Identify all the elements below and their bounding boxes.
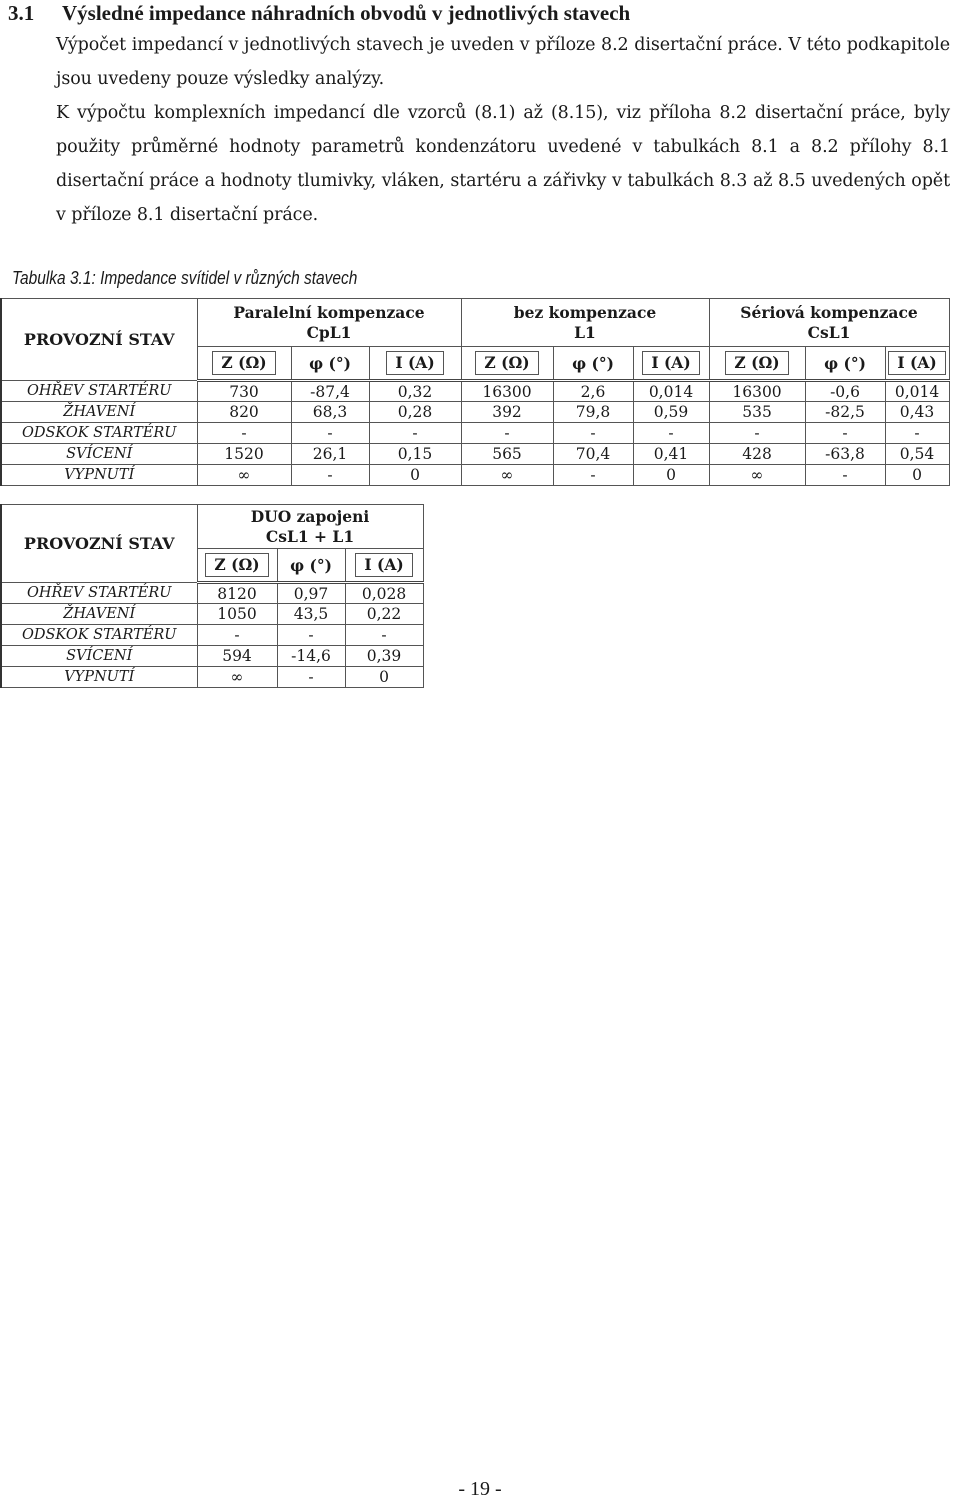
group-header-serial (709, 299, 949, 347)
cell: 0,97 (277, 583, 345, 604)
cell: 0 (369, 465, 461, 486)
cell: 730 (197, 381, 291, 402)
cell: 0,32 (369, 381, 461, 402)
cell: 2,6 (553, 381, 633, 402)
row-label: VYPNUTÍ (1, 465, 197, 486)
cell: 16300 (461, 381, 553, 402)
row-label: SVÍCENÍ (1, 646, 197, 667)
cell: 0 (885, 465, 949, 486)
group-subtitle: CpL1 (306, 322, 352, 342)
group-header-parallel (197, 299, 461, 347)
cell: 0,54 (885, 444, 949, 465)
cell: - (345, 625, 423, 646)
cell: - (709, 423, 805, 444)
state-header: PROVOZNÍ STAV (1, 299, 197, 381)
group-title: bez kompenzace (513, 302, 657, 322)
column-header: Z (Ω) (461, 347, 553, 381)
column-header: I (A) (885, 347, 949, 381)
row-label: OHŘEV STARTÉRU (1, 381, 197, 402)
group-title: Paralelní kompenzace (233, 302, 425, 322)
cell: - (805, 423, 885, 444)
cell: 1050 (197, 604, 277, 625)
cell: 0,014 (885, 381, 949, 402)
cell: - (885, 423, 949, 444)
cell: ∞ (197, 667, 277, 688)
cell: 535 (709, 402, 805, 423)
paragraph-1: Výpočet impedancí v jednotlivých stavech je uveden v příloze 8.2 disertační práce. V této podkapitole jsou uvedeny pouze výsledky analýzy. (56, 35, 950, 89)
cell: 594 (197, 646, 277, 667)
cell: - (291, 423, 369, 444)
cell: 68,3 (291, 402, 369, 423)
column-header: φ (°) (553, 347, 633, 381)
cell: 0,41 (633, 444, 709, 465)
cell: 565 (461, 444, 553, 465)
cell: 0,39 (345, 646, 423, 667)
column-header: I (A) (345, 549, 423, 583)
cell: 820 (197, 402, 291, 423)
cell: 70,4 (553, 444, 633, 465)
cell: -82,5 (805, 402, 885, 423)
cell: - (277, 667, 345, 688)
column-header: Z (Ω) (709, 347, 805, 381)
cell: 0 (345, 667, 423, 688)
intro-paragraph (12, 28, 950, 96)
cell: - (197, 423, 291, 444)
cell: - (633, 423, 709, 444)
group-title: Sériová kompenzace (740, 302, 918, 322)
cell: - (553, 423, 633, 444)
table-row (1, 646, 423, 667)
cell: -14,6 (277, 646, 345, 667)
group-subtitle: L1 (574, 322, 596, 342)
column-header: φ (°) (291, 347, 369, 381)
column-header: φ (°) (805, 347, 885, 381)
table-row (1, 667, 423, 688)
cell: 428 (709, 444, 805, 465)
cell: -63,8 (805, 444, 885, 465)
column-header: I (A) (633, 347, 709, 381)
table-row (1, 444, 949, 465)
row-label: OHŘEV STARTÉRU (1, 583, 197, 604)
state-header: PROVOZNÍ STAV (1, 505, 197, 583)
cell: - (369, 423, 461, 444)
column-header: I (A) (369, 347, 461, 381)
column-header: φ (°) (277, 549, 345, 583)
row-label: VYPNUTÍ (1, 667, 197, 688)
group-subtitle: CsL1 + L1 (265, 526, 355, 546)
table-row (1, 465, 949, 486)
group-header-none (461, 299, 709, 347)
cell: -87,4 (291, 381, 369, 402)
cell: 0,28 (369, 402, 461, 423)
cell: 0,014 (633, 381, 709, 402)
cell: - (553, 465, 633, 486)
row-label: SVÍCENÍ (1, 444, 197, 465)
table-caption: Tabulka 3.1: Impedance svítidel v různých stavech (12, 268, 358, 288)
table-row (1, 381, 949, 402)
page-number: - 19 - (458, 1478, 502, 1500)
table-row (1, 423, 949, 444)
table-row (1, 583, 423, 604)
column-header: Z (Ω) (197, 347, 291, 381)
cell: 0 (633, 465, 709, 486)
cell: - (461, 423, 553, 444)
paragraph-2: K výpočtu komplexních impedancí dle vzorců (8.1) až (8.15), viz příloha 8.2 disertační práce, byly použity průměrné hodnoty parametrů kondenzátoru uvedené v tabulkách 8.1 a 8.2 přílohy 8.1 disertační práce a hodnoty tlumivky, vláken, startéru a zářivky v tabulkách 8.3 až 8.5 uvedených opět v příloze 8.1 disertační práce. (56, 103, 950, 225)
cell: 0,15 (369, 444, 461, 465)
cell: 0,59 (633, 402, 709, 423)
impedance-table-duo (0, 504, 424, 688)
cell: 392 (461, 402, 553, 423)
table-row (1, 604, 423, 625)
group-header-duo (197, 505, 423, 549)
cell: 8120 (197, 583, 277, 604)
cell: 16300 (709, 381, 805, 402)
row-label: ODSKOK STARTÉRU (1, 423, 197, 444)
cell: - (291, 465, 369, 486)
cell: - (277, 625, 345, 646)
cell: 79,8 (553, 402, 633, 423)
cell: ∞ (197, 465, 291, 486)
row-label: ŽHAVENÍ (1, 604, 197, 625)
column-header: Z (Ω) (197, 549, 277, 583)
method-paragraph (12, 96, 950, 232)
cell: - (197, 625, 277, 646)
section-heading (8, 0, 630, 26)
group-subtitle: CsL1 (807, 322, 851, 342)
table-row (1, 402, 949, 423)
cell: ∞ (461, 465, 553, 486)
cell: - (805, 465, 885, 486)
cell: 26,1 (291, 444, 369, 465)
cell: -0,6 (805, 381, 885, 402)
cell: 0,43 (885, 402, 949, 423)
cell: 1520 (197, 444, 291, 465)
group-title: DUO zapojeni (250, 506, 370, 526)
section-title: Výsledné impedance náhradních obvodů v jednotlivých stavech (62, 1, 631, 25)
section-number: 3.1 (8, 1, 35, 25)
cell: 0,22 (345, 604, 423, 625)
cell: 43,5 (277, 604, 345, 625)
row-label: ODSKOK STARTÉRU (1, 625, 197, 646)
cell: ∞ (709, 465, 805, 486)
row-label: ŽHAVENÍ (1, 402, 197, 423)
impedance-table-main (0, 298, 950, 486)
table-row (1, 625, 423, 646)
cell: 0,028 (345, 583, 423, 604)
